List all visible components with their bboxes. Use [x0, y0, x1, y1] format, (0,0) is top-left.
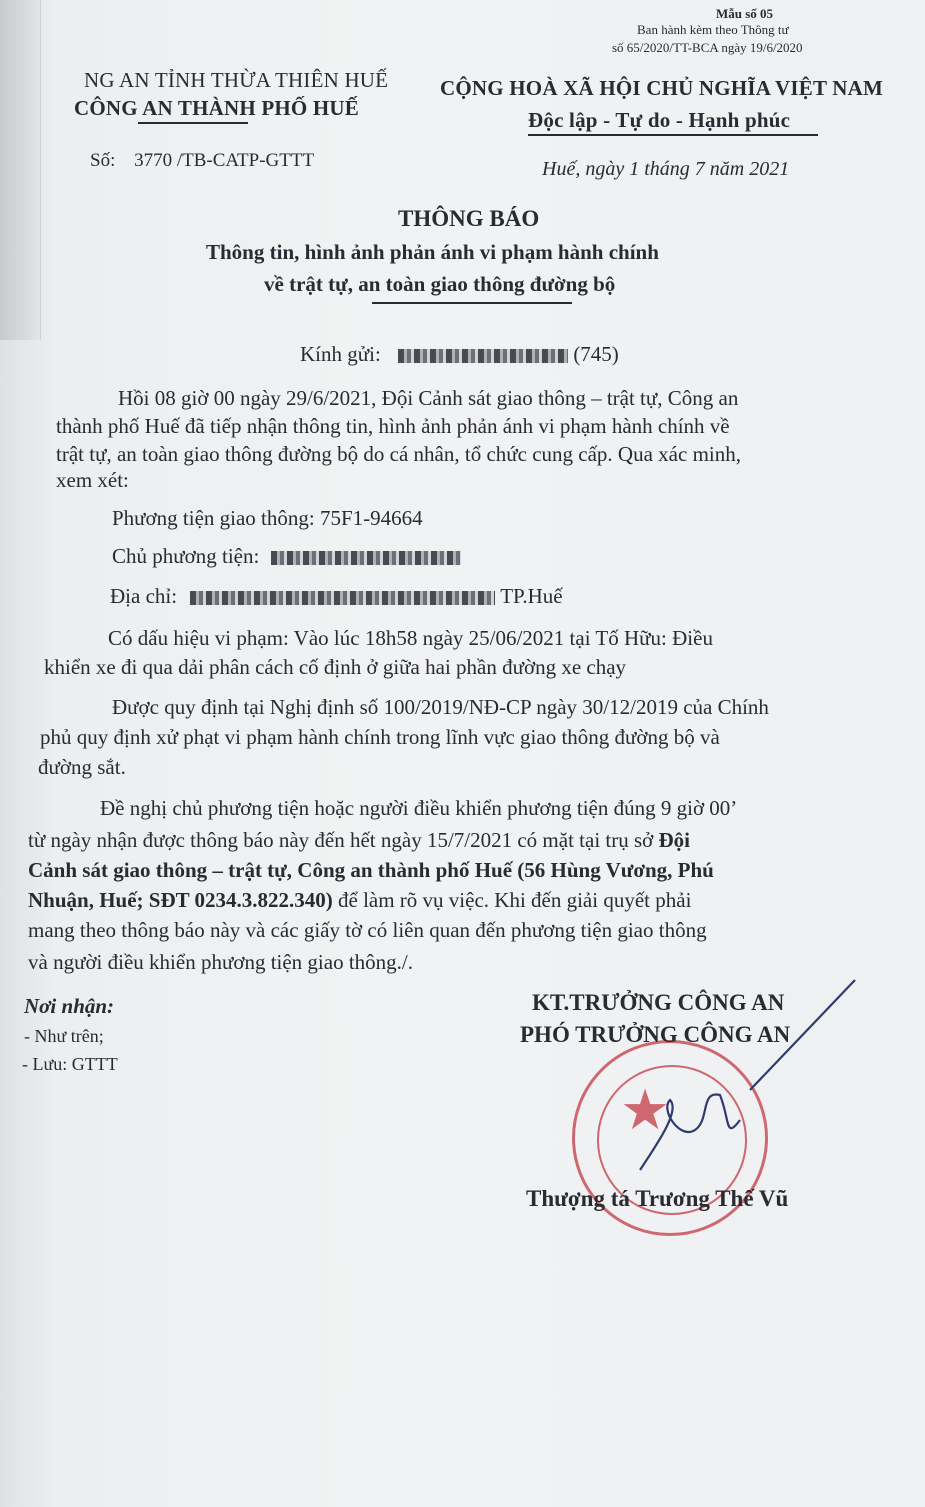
- address-line: [110, 584, 563, 609]
- agency-line1: NG AN TỈNH THỪA THIÊN HUẾ: [84, 68, 389, 92]
- nation-underline: [528, 134, 818, 136]
- violation-line2: khiển xe đi qua dải phân cách cố định ở giữa hai phần đường xe chạy: [44, 655, 627, 679]
- form-ref-line2: Ban hành kèm theo Thông tư: [637, 22, 789, 37]
- request-line3: Cảnh sát giao thông – trật tự, Công an thành phố Huế (56 Hùng Vương, Phú: [28, 858, 714, 882]
- regulation-line1: Được quy định tại Nghị định số 100/2019/NĐ-CP ngày 30/12/2019 của Chính: [112, 695, 769, 719]
- recipients-item1: - Như trên;: [24, 1026, 104, 1046]
- vehicle-plate: Phương tiện giao thông: 75F1-94664: [112, 506, 423, 530]
- recipient-label: Kính gửi:: [300, 342, 381, 366]
- nation-line2: Độc lập - Tự do - Hạnh phúc: [528, 108, 791, 132]
- signature-title1: KT.TRƯỞNG CÔNG AN: [532, 990, 785, 1015]
- para1-line3: trật tự, an toàn giao thông đường bộ do cá nhân, tổ chức cung cấp. Qua xác minh,: [56, 442, 741, 466]
- owner-label: Chủ phương tiện:: [112, 544, 260, 568]
- doc-subtitle-2: về trật tự, an toàn giao thông đường bộ: [264, 272, 616, 296]
- request-line4-plain: để làm rõ vụ việc. Khi đến giải quyết phải: [332, 888, 692, 912]
- request-line1: Đề nghị chủ phương tiện hoặc người điều khiển phương tiện đúng 9 giờ 00’: [100, 796, 738, 820]
- request-line4-bold: Nhuận, Huế; SĐT 0234.3.822.340): [28, 888, 333, 912]
- owner-line: [112, 544, 461, 569]
- handwritten-signature: [600, 970, 870, 1180]
- recipient-suffix: (745): [573, 342, 619, 366]
- para1-line2: thành phố Huế đã tiếp nhận thông tin, hình ảnh phản ánh vi phạm hành chính về: [56, 414, 730, 438]
- redacted-name: [398, 349, 568, 363]
- form-ref-line3: số 65/2020/TT-BCA ngày 19/6/2020: [612, 40, 803, 55]
- doc-number-label: Số:: [90, 150, 116, 171]
- doc-number: [90, 150, 314, 172]
- address-suffix: TP.Huế: [500, 584, 563, 608]
- request-line4: [28, 888, 691, 913]
- nation-line1: CỘNG HOÀ XÃ HỘI CHỦ NGHĨA VIỆT NAM: [440, 76, 883, 100]
- doc-title: THÔNG BÁO: [398, 206, 540, 231]
- doc-number-value: 3770 /TB-CATP-GTTT: [134, 150, 315, 171]
- request-line2-bold: Đội: [658, 828, 691, 852]
- request-line2-plain: từ ngày nhận được thông báo này đến hết ngày 15/7/2021 có mặt tại trụ sở: [28, 828, 659, 852]
- redacted-owner: [271, 551, 461, 565]
- title-underline: [372, 302, 572, 304]
- recipient-line: [300, 342, 619, 367]
- page-fold-shadow: [0, 0, 41, 340]
- regulation-line2: phủ quy định xử phạt vi phạm hành chính trong lĩnh vực giao thông đường bộ và: [40, 725, 720, 749]
- signature-title2: PHÓ TRƯỞNG CÔNG AN: [520, 1022, 791, 1047]
- redacted-address: [190, 591, 495, 605]
- agency-underline: [138, 122, 248, 124]
- regulation-line3: đường sắt.: [38, 755, 126, 779]
- recipients-item2: - Lưu: GTTT: [22, 1054, 118, 1074]
- form-ref-line1: Mẫu số 05: [716, 6, 774, 21]
- request-line6: và người điều khiển phương tiện giao thông./.: [28, 950, 414, 974]
- agency-line2: CÔNG AN THÀNH PHỐ HUẾ: [74, 96, 360, 120]
- signature-name: Thượng tá Trương Thế Vũ: [526, 1186, 789, 1211]
- doc-subtitle-1: Thông tin, hình ảnh phản ánh vi phạm hành chính: [206, 240, 659, 264]
- address-label: Địa chỉ:: [110, 584, 178, 608]
- request-line2: [28, 828, 690, 853]
- para1-line4: xem xét:: [56, 468, 129, 492]
- star-icon: ★: [620, 1080, 671, 1142]
- request-line5: mang theo thông báo này và các giấy tờ có liên quan đến phương tiện giao thông: [28, 918, 707, 942]
- violation-line1: Có dấu hiệu vi phạm: Vào lúc 18h58 ngày 25/06/2021 tại Tố Hữu: Điều: [108, 626, 713, 650]
- para1-line1: Hồi 08 giờ 00 ngày 29/6/2021, Đội Cảnh sát giao thông – trật tự, Công an: [118, 386, 739, 410]
- place-date: Huế, ngày 1 tháng 7 năm 2021: [542, 158, 790, 180]
- recipients-label: Nơi nhận:: [24, 994, 115, 1018]
